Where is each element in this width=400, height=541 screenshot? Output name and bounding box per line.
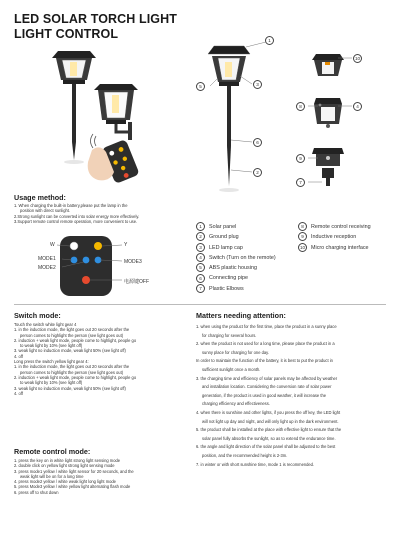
- parts-list-left: [196, 222, 276, 294]
- attention-line: position, and the recommended height is 2-3m.: [202, 452, 288, 458]
- callout-7: 7: [296, 178, 305, 187]
- switch-line: 1. in the induction mode, the light goes out 20 seconds after the: [14, 364, 130, 370]
- attention-line: generation, if the product is used in good weather, it will increase the: [202, 392, 327, 398]
- switch-mode-heading: Switch mode:: [14, 311, 61, 320]
- part-number: 9: [298, 232, 307, 241]
- attention-line: 7. in winter or with short sunshine time, mode 1 is recommended.: [196, 461, 315, 467]
- remote-mode-text: [14, 458, 134, 495]
- part-number: 5: [196, 263, 205, 272]
- attention-line: charging efficiency and effectiveness.: [202, 401, 270, 407]
- part-item: [196, 222, 276, 232]
- product-illustrations: [0, 0, 400, 200]
- title-line-1: LED SOLAR TORCH LIGHT: [14, 12, 177, 26]
- exploded-lamp: [208, 46, 250, 192]
- part-item: [298, 222, 371, 232]
- detail-lamp-top: [312, 54, 344, 76]
- part-item: [196, 263, 276, 273]
- part-item: [196, 243, 276, 253]
- attention-line: In order to maintain the function of the battery, it is best to put the product in: [196, 358, 333, 364]
- part-number: 10: [299, 244, 306, 250]
- switch-line: person comes to highlight the person (see light goes out): [20, 332, 124, 338]
- usage-line: 2.Strong sunlight can be converted into solar energy more effectively.: [14, 213, 140, 219]
- part-name: Remote control receiving: [311, 224, 371, 230]
- attention-line: sufficient sunlight once a month.: [202, 366, 261, 372]
- callout-2: 2: [253, 168, 262, 177]
- attention-heading: Matters needing attention:: [196, 311, 286, 320]
- switch-line: Touch the switch white light gear 4: [14, 322, 77, 327]
- part-number: 1: [196, 222, 205, 231]
- part-name: Plastic Elbows: [209, 285, 244, 292]
- part-number: 2: [196, 232, 205, 241]
- part-item: [196, 253, 276, 263]
- usage-heading: Usage method:: [14, 193, 66, 202]
- attention-line: sunny place for charging for one day.: [202, 349, 270, 355]
- remote-mode-line: 2. double click on yellow light strong light sensing mode: [14, 463, 115, 469]
- remote-label-w: W: [50, 242, 55, 248]
- part-name: LED lamp cap: [209, 244, 243, 251]
- attention-line: for charging for several hours.: [202, 332, 257, 338]
- remote-mode-line: 1. press the key on in white light strong light sensing mode: [14, 458, 121, 463]
- remote-mode-line: weak light will be on for a long time: [20, 473, 84, 479]
- switch-line: person comes to highlight the person (see light goes out): [20, 369, 124, 375]
- switch-line: 3. weak light no induction mode, weak light 50% (see light off): [14, 385, 126, 391]
- remote-mode-heading: Remote control mode:: [14, 447, 91, 456]
- attention-line: 4. when there is sunshine and other lights, if you press the off key, the LED light: [196, 409, 341, 415]
- part-item: [298, 232, 371, 242]
- switch-line: Long press the switch yellow light gear 4:: [14, 359, 89, 365]
- stake-lamp-left: [52, 51, 96, 164]
- attention-line: solar panel fully absorbs the sunlight, so as to extend the endurance time.: [202, 435, 336, 441]
- detail-lamp-mid: [314, 98, 342, 128]
- remote-mode-line: 6. press off to shut down: [14, 489, 59, 495]
- callout-4: 4: [353, 102, 362, 111]
- usage-line: 3.Support remote control remote operation, more convenient to use.: [14, 218, 138, 224]
- remote-mode-line: 5. press Mode3 yellow / white yellow light alternating flash mode: [14, 484, 131, 490]
- part-number: 8: [298, 222, 307, 231]
- callout-10: 10: [354, 56, 361, 61]
- switch-line: 3. weak light no induction mode, weak light 50% (see light off): [14, 348, 126, 354]
- switch-line: 2. induction + weak light mode, people come to highlight, people go: [14, 337, 137, 343]
- detail-lamp-bottom: [312, 148, 344, 186]
- remote-mode-line: 4. press mode2 yellow / white weak light long light mode: [14, 479, 116, 485]
- remote-mode-line: 3. press mode1 yellow / white light sensor for 20 seconds, and the: [14, 468, 134, 474]
- callout-1: 1: [265, 36, 274, 45]
- switch-line: 2. induction + weak light mode, people come to highlight, people go: [14, 374, 137, 380]
- callout-3: 3: [253, 80, 262, 89]
- usage-line: 1. When charging the built-in battery,please put the lamp in the: [14, 203, 128, 208]
- attention-line: will not light up day and night, and will only light up in the dark environment.: [202, 418, 339, 424]
- title-line-2: LIGHT CONTROL: [14, 27, 119, 41]
- part-name: Micro charging interface: [311, 244, 369, 251]
- usage-text: [14, 203, 139, 224]
- callout-9: 9: [296, 154, 305, 163]
- switch-line: 1. in the induction mode, the light goes out 20 seconds after the: [14, 327, 130, 333]
- part-number: 3: [196, 243, 205, 252]
- part-name: Inductive reception: [311, 234, 357, 241]
- switch-line: to weak light by 10% (see light off): [20, 380, 83, 386]
- part-number: 7: [196, 284, 205, 293]
- remote-label-power-off: 电源键OFF: [124, 279, 149, 285]
- attention-line: 5. the product shall be installed at the place with effective light to ensure that the: [196, 427, 342, 433]
- attention-line: 6. the angle and light direction of the solar panel shall be adjusted to the best: [196, 444, 336, 450]
- attention-line: 2. when the product is not used for a long time, please place the product in a: [196, 341, 335, 347]
- part-number: 4: [196, 253, 205, 262]
- remote-label-lines: [0, 234, 200, 298]
- part-name: Ground plug: [209, 234, 239, 241]
- part-name: ABS plastic housing: [209, 265, 257, 272]
- remote-label-mode3: MODE3: [124, 259, 142, 265]
- part-item: [298, 243, 371, 253]
- callout-6: 6: [253, 138, 262, 147]
- part-name: Switch (Turn on the remote): [209, 254, 276, 261]
- remote-label-mode2: MODE2: [38, 265, 56, 271]
- parts-list-right: [298, 222, 371, 253]
- attention-line: 1. when using the product for the first time, place the product in a sunny place: [196, 324, 337, 329]
- attention-line: and installation location. Considering the conversion rate of solar power: [202, 384, 332, 390]
- remote-label-mode1: MODE1: [38, 256, 56, 262]
- remote-label-y: Y: [124, 242, 128, 248]
- attention-line: 3. the charging time and efficiency of solar panels may be affected by weather: [196, 375, 338, 381]
- part-item: [196, 273, 276, 283]
- part-name: Solar panel: [209, 224, 237, 230]
- part-item: [196, 284, 276, 294]
- part-item: [196, 232, 276, 242]
- switch-line: to weak light by 10% (see light off): [20, 343, 83, 349]
- switch-mode-text: [14, 322, 136, 396]
- signal-icon: [91, 134, 97, 148]
- switch-line: 4. off: [14, 390, 24, 396]
- usage-line: position with direct sunlight.: [20, 208, 71, 214]
- attention-text: [196, 323, 341, 469]
- part-number: 6: [196, 274, 205, 283]
- switch-line: 4. off: [14, 353, 24, 359]
- callout-8: 8: [296, 102, 305, 111]
- section-divider: [14, 304, 386, 305]
- part-name: Connecting pipe: [209, 275, 248, 282]
- wall-mount-lamp: [94, 84, 138, 140]
- callout-5: 5: [196, 82, 205, 91]
